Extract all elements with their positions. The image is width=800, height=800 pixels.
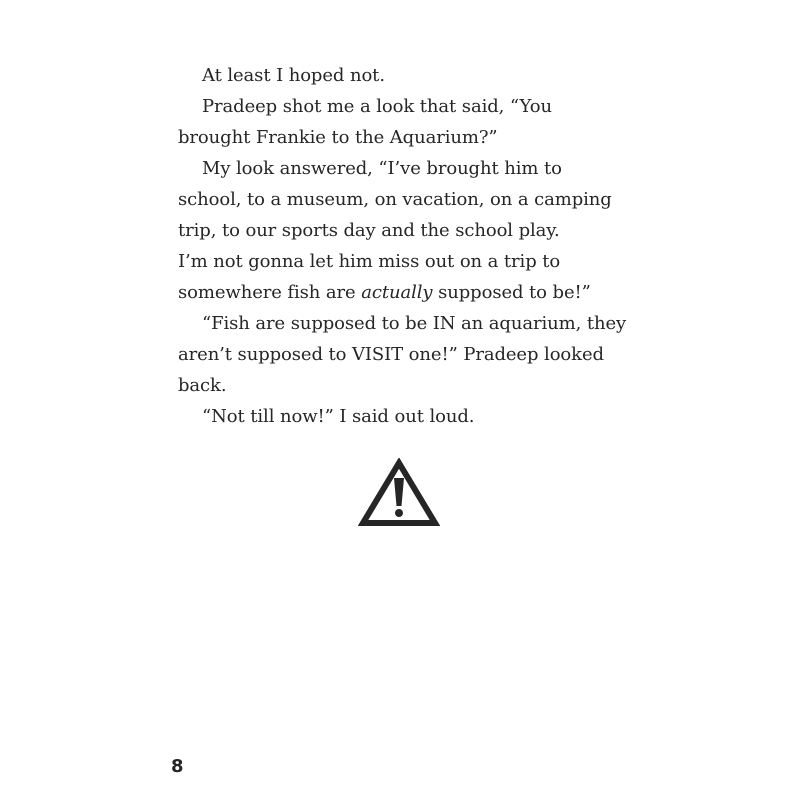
text-line: At least I hoped not. bbox=[202, 65, 385, 86]
emphasized-word: actually bbox=[361, 282, 433, 303]
page-number: 8 bbox=[171, 756, 184, 777]
text-line bbox=[178, 277, 628, 308]
warning-triangle-icon bbox=[358, 458, 440, 528]
text-line: aren’t supposed to VISIT one!” Pradeep looked bbox=[178, 344, 604, 365]
story-text bbox=[178, 60, 628, 432]
text-line: school, to a museum, on vacation, on a camping bbox=[178, 189, 612, 210]
text-line: trip, to our sports day and the school play. bbox=[178, 220, 560, 241]
text-segment: somewhere fish are bbox=[178, 282, 362, 303]
text-line: “Fish are supposed to be IN an aquarium, they bbox=[202, 313, 627, 334]
text-line: I’m not gonna let him miss out on a trip to bbox=[178, 251, 561, 272]
text-line: brought Frankie to the Aquarium?” bbox=[178, 127, 498, 148]
text-line: back. bbox=[178, 375, 227, 396]
text-line: Pradeep shot me a look that said, “You bbox=[202, 96, 552, 117]
text-segment: supposed to be!” bbox=[432, 282, 591, 303]
text-line: My look answered, “I’ve brought him to bbox=[202, 158, 562, 179]
text-line: “Not till now!” I said out loud. bbox=[202, 406, 475, 427]
